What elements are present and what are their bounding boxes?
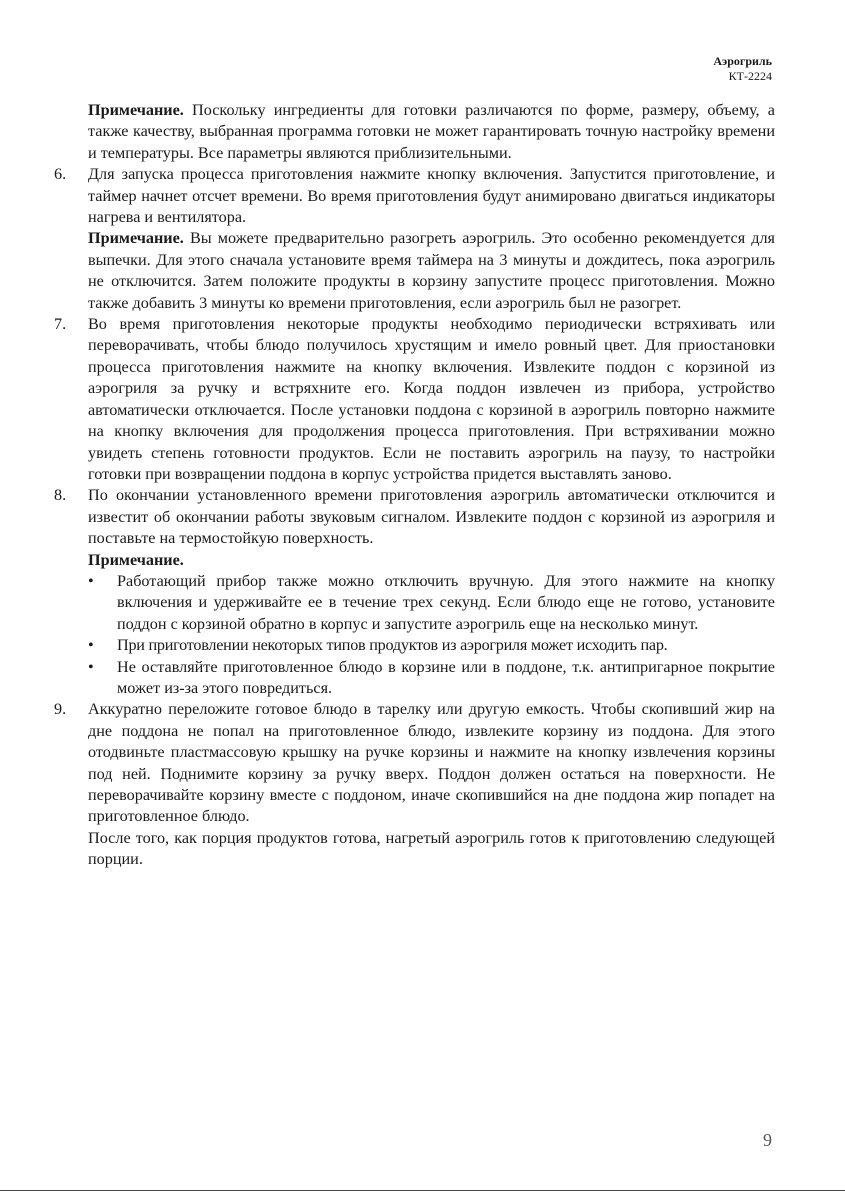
bullet-mark: • [88,657,94,676]
bullet-text: При приготовлении некоторых типов продуктов из аэрогриля может исходить пар. [117,636,668,655]
bullet-item [54,571,775,635]
item-note-label [88,550,775,571]
header-model: КТ-2224 [728,69,772,83]
bullet-text: Не оставляйте приготовленное блюдо в корзине или в поддоне, т.к. антипригарное покрытие может из-за этого повредиться. [117,657,775,697]
bullet-item [54,657,775,700]
list-item-6 [54,164,775,314]
item-number: 6. [54,165,67,184]
note-label: Примечание. [88,101,184,119]
bullet-item [54,635,775,656]
page-number: 9 [763,1130,772,1150]
note-text: Вы можете предварительно разогреть аэрогриль. Это особенно рекомендуется для выпечки. Для этого сначала установите время таймера на 3 минуты и дождитесь, пока аэрогриль не отключится. Затем положите продукты в корзину запустите процесс приготовления. Можно также добавить 3 минуты ко времени приготовления, если аэрогриль был не разогрет. [88,229,775,312]
note-label: Примечание. [88,550,184,569]
list-item-9 [54,699,775,870]
item-number: 9. [54,700,67,719]
document-body [54,100,775,871]
item-text: Для запуска процесса приготовления нажмите кнопку включения. Запустится приготовление, и таймер начнет отсчет времени. Во время приготовления будут анимировано двигаться индикаторы нагрева и вентилятора. [88,165,775,227]
note-text: Поскольку ингредиенты для готовки различаются по форме, размеру, объему, а также качеству, выбранная программа готовки не может гарантировать точную настройку времени и температуры. Все параметры являются приблизительными. [88,101,775,162]
page-header [713,54,772,84]
bullet-text: Работающий прибор также можно отключить вручную. Для этого нажмите на кнопку включения и удерживайте ее в течение трех секунд. Если блюдо еще не готово, установите поддон с корзиной обратно в корпус и запустите аэрогриль еще на несколько минут. [117,571,775,633]
item-note [88,228,775,314]
note-label: Примечание. [88,229,184,248]
list-item-7 [54,314,775,485]
item-text: По окончании установленного времени приготовления аэрогриль автоматически отключится и известит об окончании работы звуковым сигналом. Извлеките поддон с корзиной из аэрогриля и поставьте на термостойкую поверхность. [88,486,775,548]
bottom-divider [0,1190,845,1191]
item-text: Во время приготовления некоторые продукты необходимо периодически встряхивать или переворачивать, чтобы блюдо получилось хрустящим и имело ровный цвет. Для приостановки процесса приготовления нажмите на кнопку включения. Извлеките поддон с корзиной из аэрогриля за ручку и встряхните его. Когда поддон извлечен из прибора, устройство автоматически отключается. После установки поддона с корзиной в аэрогриль повторно нажмите на кнопку включения для продолжения процесса приготовления. При встряхивании можно увидеть степень готовности продуктов. Если не поставить аэрогриль на паузу, то настройки готовки при возвращении поддона в корпус устройства придется выставлять заново. [88,315,775,483]
item-after-text: После того, как порция продуктов готова, нагретый аэрогриль готов к приготовлению следующей порции. [88,828,775,869]
list-item-8 [54,485,775,571]
item-number: 8. [54,486,67,505]
bullet-mark: • [88,636,94,655]
item-text: Аккуратно переложите готовое блюдо в тарелку или другую емкость. Чтобы скопивший жир на дне поддона не попал на приготовленное блюдо, извлеките корзину из поддона. Для этого отодвиньте пластмассовую крышку на ручке корзины и нажмите на кнопку извлечения корзины под ней. Поднимите корзину за ручку вверх. Поддон должен остаться на поверхности. Не переворачивайте корзину вместе с поддоном, иначе скопившийся на дне поддона жир попадет на приготовленное блюдо. [88,700,775,826]
header-product: Аэрогриль [713,54,772,68]
note-intro [54,100,775,164]
bullet-mark: • [88,571,94,590]
item-number: 7. [54,315,67,334]
